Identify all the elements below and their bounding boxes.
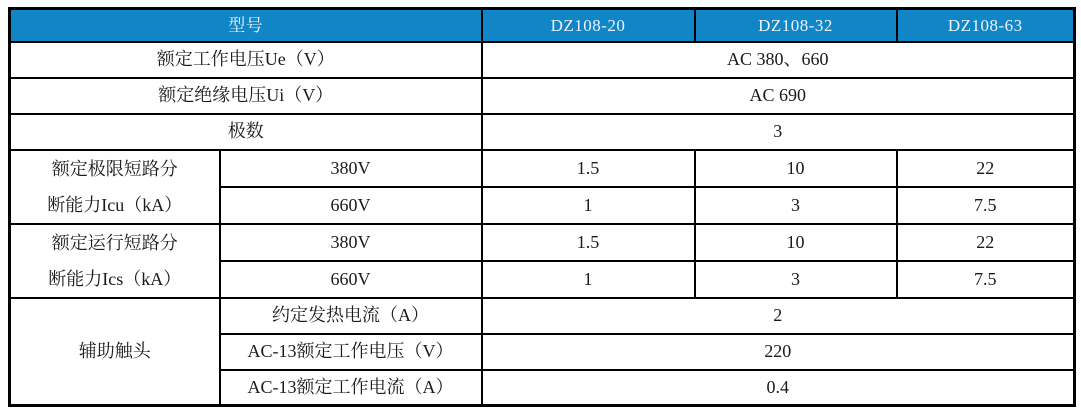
- row-aux-conventional-thermal-current: [10, 298, 1075, 334]
- icu-660v-dz108-20: 1: [482, 187, 695, 224]
- aux-thermal-current-value: 2: [482, 298, 1075, 334]
- poles-label: 极数: [10, 114, 482, 150]
- ics-group-label-line2: 断能力Ics（kA）: [48, 268, 182, 289]
- table-header-row: [10, 9, 1075, 42]
- header-model-dz108-63: DZ108-63: [897, 9, 1075, 42]
- icu-660v-dz108-32: 3: [695, 187, 897, 224]
- header-model-label: 型号: [10, 9, 482, 42]
- icu-660v-dz108-63: 7.5: [897, 187, 1075, 224]
- icu-380v-dz108-20: 1.5: [482, 150, 695, 187]
- rated-working-voltage-value: AC 380、660: [482, 42, 1075, 78]
- ics-660v-dz108-20: 1: [482, 261, 695, 298]
- header-model-dz108-20: DZ108-20: [482, 9, 695, 42]
- rated-working-voltage-label: 额定工作电压Ue（V）: [10, 42, 482, 78]
- spec-table: [8, 7, 1076, 407]
- row-poles: [10, 114, 1075, 150]
- icu-380v-label: 380V: [220, 150, 482, 187]
- icu-group-label-line2: 断能力Icu（kA）: [47, 194, 183, 215]
- ics-380v-dz108-32: 10: [695, 224, 897, 261]
- ics-660v-label: 660V: [220, 261, 482, 298]
- row-rated-insulation-voltage: [10, 78, 1075, 114]
- aux-ac13-current-label: AC-13额定工作电流（A）: [220, 370, 482, 406]
- ics-660v-dz108-32: 3: [695, 261, 897, 298]
- icu-380v-dz108-32: 10: [695, 150, 897, 187]
- rated-insulation-voltage-label: 额定绝缘电压Ui（V）: [10, 78, 482, 114]
- icu-group-label: [10, 150, 220, 224]
- row-ics-380v: [10, 224, 1075, 261]
- icu-660v-label: 660V: [220, 187, 482, 224]
- ics-380v-label: 380V: [220, 224, 482, 261]
- aux-ac13-voltage-label: AC-13额定工作电压（V）: [220, 334, 482, 370]
- row-icu-380v: [10, 150, 1075, 187]
- icu-group-label-line1: 额定极限短路分: [51, 158, 178, 179]
- ics-group-label: [10, 224, 220, 298]
- ics-group-label-line1: 额定运行短路分: [51, 232, 178, 253]
- row-rated-working-voltage: [10, 42, 1075, 78]
- icu-380v-dz108-63: 22: [897, 150, 1075, 187]
- aux-ac13-voltage-value: 220: [482, 334, 1075, 370]
- aux-thermal-current-label: 约定发热电流（A）: [220, 298, 482, 334]
- ics-380v-dz108-63: 22: [897, 224, 1075, 261]
- header-model-dz108-32: DZ108-32: [695, 9, 897, 42]
- ics-380v-dz108-20: 1.5: [482, 224, 695, 261]
- rated-insulation-voltage-value: AC 690: [482, 78, 1075, 114]
- ics-660v-dz108-63: 7.5: [897, 261, 1075, 298]
- poles-value: 3: [482, 114, 1075, 150]
- aux-contact-group-label: 辅助触头: [10, 298, 220, 406]
- aux-ac13-current-value: 0.4: [482, 370, 1075, 406]
